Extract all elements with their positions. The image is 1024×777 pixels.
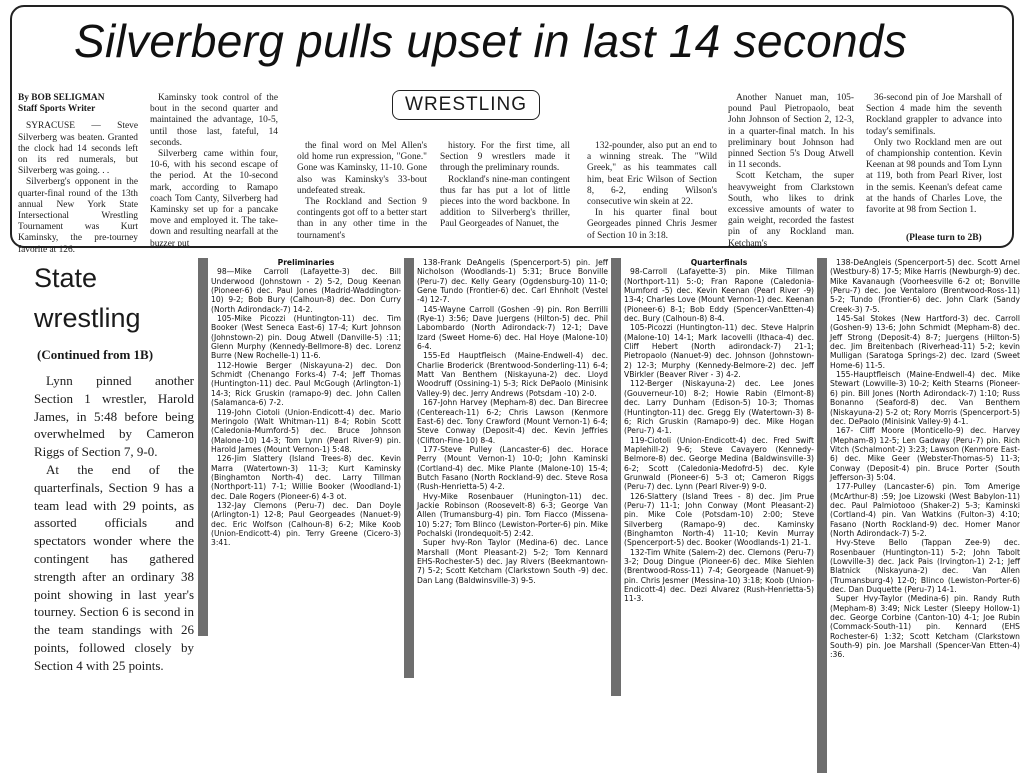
sidebar-paragraph: Lynn pinned another Section 1 wrestler, Harold James, in 5:48 before being overwhelmed by Cameron Riggs of Section 7, 9-0. xyxy=(34,373,194,460)
result-entry: Hvy-Steve Bello (Tappan Zee-9) dec. Rosenbauer (Huntington-11) 5-2; John Tabolt (Lowville-3) dec. Jack Pais (Irvington-1) 2-1; Jeff Blatnick (Niskayuna-2) dec. Van Allen (Trumansburg-4) 12-0; Blinco (Lewiston-Porter-6) dec. Dan Duquette (Peru-7) 14-1. xyxy=(830,538,1020,595)
result-entry: Super hvy-Ron Taylor (Medina-6) dec. Lance Marshall (Mont Pleasant-2) 5-2; Tom Kennard EHS-Rochester-5) dec. Jay Rivers (Beekmantown-7) 5-2; Scott Ketcham (Clarkstown South -9) dec. Dan Lang (Baldwinsville-3) 9-5. xyxy=(417,538,608,585)
result-entry: 132-Tim White (Salem-2) dec. Clemons (Peru-7) 3-2; Doug Dingue (Pioneer-6) dec. Mike Siehlen (Brentwood-Ross-11) 7-4; Georgeade (Nanuet-9) pin. Chris Jesmer (Messina-10) 3:18; Koob (Union-Endicott-4) dec. Dezi Alvarez (Rush-Henrietta-5) 11-3. xyxy=(624,547,814,604)
story-paragraph: The Rockland and Section 9 contingents got off to a better start than in any other time in the tournament's xyxy=(297,197,427,241)
story-paragraph: Another Nanuet man, 105-pound Paul Pietropaolo, beat John Johnson of Section 2, 12-3, in a quarter-final match. In his preliminary bout Johnson had pinned Section 5's Doug Atwell in 11 seconds. xyxy=(728,93,854,171)
column-shade xyxy=(198,258,208,636)
sidebar-body xyxy=(34,372,194,675)
result-entry: 98-Carroll (Lafayette-3) pin. Mike Tillman (Northport-11) 5:-0; Fran Rapone (Caledonia-Mumford -5) dec. Kevin Keenan (Pearl River -9) 13-4; Charles Love (Mount Vernon-1) dec. Keenan (Pioneer-6) 8-1; Bob Eddy (Spencer-VanEtten-4) dec. Bury (Calhoun-8) 8-4. xyxy=(624,267,814,324)
byline-name: By BOB SELIGMAN xyxy=(18,93,105,103)
result-entry: 177-Pulley (Lancaster-6) pin. Tom Amerige (McArthur-8) :59; Joe Lizowski (West Babylon-11) dec. Paul Palmiotooo (Shaker-2) 5-3; Kaminski (Cortland-4) pin. Van Watkins (Fulton-3) 4:10; Fasano (North Rockland-9) dec. Homer Manor (North Adirondack-7) 5-2. xyxy=(830,482,1020,538)
sidebar-title: State wrestling xyxy=(34,263,141,333)
result-entry: 132-Jay Clemons (Peru-7) dec. Dan Doyle (Arlington-1) 12-8; Paul Georgeades (Nanuet-9) dec. Eric Wolfson (Calhoun-8) 6-2; Mike Koob (Union-Endicott-4) pin. Terry Greene (Cicero-3) 3:41. xyxy=(211,500,401,548)
story-paragraph: 36-second pin of Joe Marshall of Section 4 made him the seventh Rockland grappler to advance into today's semifinals. xyxy=(866,93,1002,137)
result-entry: 119-John Ciotoli (Union-Endicott-4) dec. Mario Meringolo (Walt Whitman-11) 8-4; Robin Scott (Caledonia-Mumford-5) dec. Bruce Johnson (Malone-10) 14-3; Tom Lynn (Pearl River-9) pin. Harold James (Mount Vernon-1) 5:48. xyxy=(211,407,401,454)
result-entry: 105-Picozzi (Huntington-11) dec. Steve Halprin (Malone-10) 14-1; Mark Iacovelli (Ithaca-4) dec. Cliff Hebert (North adirondack-7) 21-1; Pietropaolo (Nanuet-9) dec. Johnson (Johnstown-2) 12-3; Murphy (Kennedy-Belmore-2) dec. Jeff VBirkler (Beaver River - 3) 4-2. xyxy=(624,323,814,380)
results-column-2 xyxy=(417,258,608,678)
result-entry: 119-Ciotoli (Union-Endicott-4) dec. Fred Swift Maplehill-2) 9-6; Steve Cavayero (Kennedy-Belmore-8) dec. George Medina (Baldwinsville-3) 6-2; Scott (Caledonia-Medofrd-5) dec. Kyle Grunwald (Pioneer-6) 5-3 ot; Cameron Riggs (Peru-7) dec. Lynn (Pearl River-9) 9-0. xyxy=(624,435,814,492)
story-paragraph: Silverberg came within four, 10-6, with his second escape of the period. At the 10-second mark, according to Ramapo coach Tom Canty, Silverberg had Kaminsky set up for a pancake move and employed it. The take-down and resulting nearfall at the buzzer put xyxy=(150,149,278,249)
story-column-2 xyxy=(150,93,278,249)
story-paragraph: In his quarter final bout Georgeades pinned Chris Jesmer of Section 10 in 3:18. xyxy=(587,208,717,241)
results-column-3 xyxy=(624,258,814,696)
results-heading: Preliminaries xyxy=(277,258,335,267)
result-entry: 167-John Harvey (Mepham-8) dec. Dan Birecree (Centereach-11) 6-2; Chris Lawson (Kenmore East-6) dec. Tony Crawford (Mount Vernon-1) 6-4; Steve Conway (Deposit-4) dec. Kevin Jeffries (Clifton-Fine-10) 8-4. xyxy=(417,398,608,445)
story-column-7 xyxy=(866,93,1002,233)
result-entry: 138-Frank DeAngelis (Spencerport-5) pin. Jeff Nicholson (Woodlands-1) 5:31; Bruce Bonville (Peru-7) dec. Kelly Geary (Ogdensburg-10) 11-0; Gene Tundo (Frontier-6) dec. Carl Ehnholt (Vestel -4) 12-7. xyxy=(417,258,608,305)
story-column-1 xyxy=(18,93,138,255)
result-entry: 177-Steve Pulley (Lancaster-6) dec. Horace Perry (Mount Vernon-1) 10-0; John Kaminski (Cortland-4) dec. Mike Plante (Malone-10) 15-4; Butch Fasano (North Rockland-9) dec. Steve Rosa (Rush-Henrietta-5) 4-2. xyxy=(417,444,608,492)
column-shade xyxy=(817,258,827,773)
story-paragraph: 132-pounder, also put an end to a winning streak. The "Wild Greek," as his teammates call him, beat Eric Wilson of Section 8, 6-2, ending Wilson's consecutive win skein at 22. xyxy=(587,141,717,208)
result-entry: 145-Sal Stokes (New Hartford-3) dec. Carroll (Goshen-9) 13-6; John Schmidt (Mepham-8) dec. Jeff Strong (Deposit-4) 8-7; Juergens (Hilton-5) dec. Jim Breitenbach (Riverhead-11) 5-2; kevin Mulligan (Saratoga Springs-2) dec. Izard (Sweet Home-6) 11-5. xyxy=(830,314,1020,370)
result-entry: 98—Mike Carroll (Lafayette-3) dec. Bill Underwood (Johnstown - 2) 5-2, Doug Keenan (Pioneer-6) dec. Paul Jones (Madrid-Waddington-10) 9-2; Bob Bury (Calhoun-8) dec. Don Curry (North Adirondack-7) 14-2. xyxy=(211,267,401,314)
story-paragraph: Kaminsky took control of the bout in the second quarter and maintained the advantage, 10-5, until those last, fateful, 14 seconds. xyxy=(150,93,278,148)
result-entry: Hvy-Mike Rosenbauer (Hunington-11) dec. Jackie Robinson (Roosevelt-8) 6-3; George Van Allen (Trumansburg-4) pin. Tom Fiacco (Missena-10) 5:27; Tom Blinco (Lewiston-Porter-6) pin. Mike Pochalski (Irondequoit-5) 2:42. xyxy=(417,491,608,538)
story-column-5 xyxy=(587,141,717,243)
story-column-6 xyxy=(728,93,854,249)
result-entry: 155-Ed Hauptfleisch (Maine-Endwell-4) dec. Charlie Broderick (Brentwood-Sonderling-11) 6-4; Matt Van Benthem (Niskayuna-2) dec. Lloyd Woodruff (Ossining-1) 5-3; Rick DePaolo (Minisink Valley-9) dec. Jerry Andrews (Potsdam -10) 2-0. xyxy=(417,351,608,398)
sidebar-subtitle: (Continued from 1B) xyxy=(37,347,154,362)
sidebar-paragraph: At the end of the quarterfinals, Section 9 has a team lead with 29 points, as assorted officials and spectators wonder where the contingent has gathered strength after an ordinary 38 point showing in last year's tourney. Section 6 is second in the team standings with 26 points, followed closely by Section 4 with 25 points. xyxy=(34,461,194,673)
result-entry: 145-Wayne Carroll (Goshen -9) pin. Ron Berrilli (Rye-1) 3:56; Dave Juergens (Hilton-5) dec. Phil Labombardo (North Adirondack-7) 12-1; Dave Izard (Sweet Home-6) dec. Hal Hoye (Malone-10) 6-4. xyxy=(417,304,608,352)
story-paragraph: the final word on Mel Allen's old home run expression, "Gone." Gone was Kaminsky, 11-10. Gone also was Kaminsky's 33-bout undefeated streak. xyxy=(297,141,427,196)
result-entry: 126-Slattery (Island Trees - 8) dec. Jim Prue (Peru-7) 11-1; John Conway (Mont Pleasant-2) pin. Mike Cole (Potsdam-10) 2:00; Steve Silverberg (Ramapo-9) dec. Kaminsky (Binghamton North-4) 11-10; Kevin Murray (Spencerport-5) dec. Booker (Woodlands-1) 21-1. xyxy=(624,491,814,548)
column-shade xyxy=(404,258,414,678)
story-paragraph: history. For the first time, all Section 9 wrestlers made it through the preliminary rounds. xyxy=(440,141,570,174)
section-kicker: WRESTLING xyxy=(392,90,540,120)
result-entry: 112-Berger (Niskayuna-2) dec. Lee Jones (Gouverneur-10) 8-2; Howie Rabin (Elmont-8) dec. Larry Dunham (Edison-5) 10-3; Thomas (Huntington-11) dec. Gregg Ely (Watertown-3) 8-6; Rich Gruskin (Ramapo-9) dec. Mike Hogan (Peru-7) 4-1. xyxy=(624,379,814,436)
story-paragraph: Scott Ketcham, the super heavyweight from Clarkstown South, who likes to drink excessive amounts of water to gain weight, recorded the fastest pin of any Rockland man. Ketcham's xyxy=(728,171,854,249)
result-entry: 105-Mike Picozzi (Huntington-11) dec. Tim Booker (West Seneca East-6) 17-4; Kurt Johnson (Johnstown-2) pin. Doug Atwell (Danville-5) :11; Glenn Murphy (Kennedy-Bellmore-8) dec. Lorenz Burre (New Rochelle-1) 11-6. xyxy=(211,314,401,361)
result-entry: 167- Cliff Moore (Monticello-9) dec. Harvey (Mepham-8) 12-5; Len Gadway (Peru-7) pin. Rich Vitch (Schalmont-2) 3:23; Lawson (Kenmore East-6) dec. Mike Geer (Webster-Thomas-5) 11-3; Conway (Deposit-4) pin. Bruce Porter (South Jefferson-3) 5:04. xyxy=(830,426,1020,482)
story-column-3 xyxy=(297,141,427,243)
result-entry: 112-Howie Berger (Niskayuna-2) dec. Don Schmidt (Chenango Forks-4) 7-4; Jeff Thomas (Huntington-11) dec. Paul McGough (Arlington-1) 14-3; Rick Gruskin (ramapo-9) dec. John Callen (Salamanca-6) 7-2. xyxy=(211,360,401,408)
results-column-4 xyxy=(830,258,1020,773)
headline: Silverberg pulls upset in last 14 seconds xyxy=(74,15,908,67)
story-paragraph: SYRACUSE — Steve Silverberg was beaten. Granted the clock had 14 seconds left on its red numerals, but Silverberg was going. . . xyxy=(18,121,138,177)
results-heading: Quarterfinals xyxy=(690,258,748,267)
column-shade xyxy=(611,258,621,696)
story-paragraph: Rockland's nine-man contingent thus far has put a lot of little pieces into the word backbone. In addition to Silverberg's thriller, Paul Georgeades of Nanuet, the xyxy=(440,174,570,230)
story-paragraph: Only two Rockland men are out of championship contention. Kevin Keenan at 98 pounds and Tom Lynn at 119, both from Pearl River, lost in the semis. Keenan's defeat came at the hands of Charles Love, the favorite at 98 from Section 1. xyxy=(866,137,1002,216)
results-column-1 xyxy=(211,258,401,636)
jump-line: (Please turn to 2B) xyxy=(906,233,982,243)
story-column-4 xyxy=(440,141,570,243)
result-entry: 138-DeAngleis (Spencerport-5) dec. Scott Arnel (Westbury-8) 17-5; Mike Harris (Newburgh-9) dec. Mike Kavanaugh (Voorheesville 6-2 ot; Bonville (Peru-7) dec. Joe Ventaloro (Brentwood-Ross-11) 5-2; Tundo (Frontier-6) dec. John Clark (Sandy Creek-3) 7-5. xyxy=(830,258,1020,314)
story-paragraph: Silverberg's opponent in the quarter-final round of the 13th annual New York State Intersectional Wrestling Tournament was Kurt Kaminsky, the pre-tourney favorite at 126. xyxy=(18,177,138,255)
result-entry: Super Hvy-Taylor (Medina-6) pin. Randy Ruth (Mepham-8) 3:49; Nick Lester (Sleepy Hollow-1) dec. George Corbine (Canton-10) 4-1; Joe Rubin (Commack-South-11) pin. Kennard (EHS Rochester-6) 1:32; Scott Ketcham (Clarkstown South-9) pin. Joe Marshall (Spencer-Van Etten-4) :36. xyxy=(830,594,1020,660)
byline-title: Staff Sports Writer xyxy=(18,104,96,115)
result-entry: 155-Hauptfleisch (Maine-Endwell-4) dec. Mike Stewart (Lowville-3) 10-2; Keith Stearns (Pioneer-6) pin. Bill Jones (North Adirondack-7) 1:10; Russ Bonanno (Seaford-8) dec. Van Benthem (Niskayuna-2) 5-2 ot; Rory Morris (Spencerport-5) dec. DePaolo (Minisink Valley-9) 4-1. xyxy=(830,370,1020,426)
result-entry: 126-Jim Slattery (Island Trees-8) dec. Kevin Marra (Watertown-3) 11-3; Kurt Kaminsky (Binghamton North-4) dec. Larry Tillman (Northport-11) 7-1; Willie Booker (Woodland-1) dec. Dale Rogers (Pioneer-6) 4-3 ot. xyxy=(211,454,401,501)
